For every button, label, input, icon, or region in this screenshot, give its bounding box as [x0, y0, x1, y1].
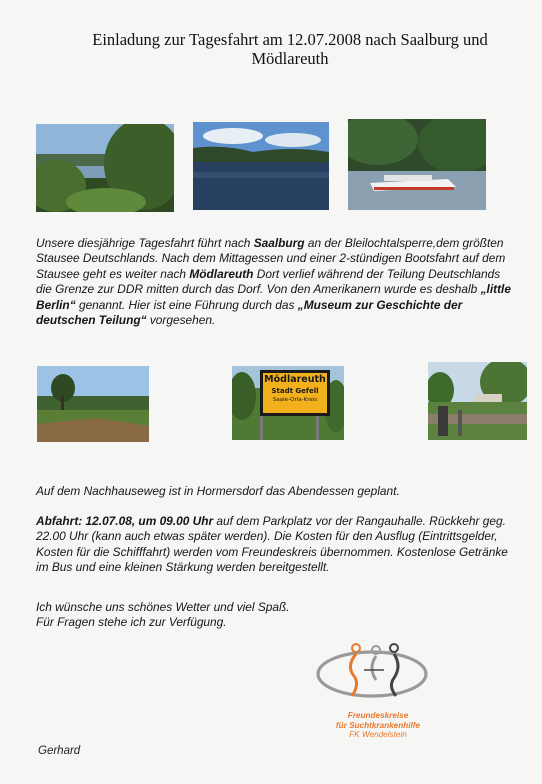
intro-paragraph — [36, 236, 516, 328]
sign-line-3: Saale-Orla-Kreis — [272, 397, 318, 403]
intro-text-3: Dort verlief während der Teilung Deutschlands die Grenze zur DDR mitten durch das Dorf. Von den Amerikanern wurde es deshalb — [36, 266, 501, 297]
signature: Gerhard — [38, 745, 81, 757]
departure-paragraph — [36, 514, 516, 576]
sign-line-1: Mödlareuth — [264, 374, 326, 385]
closing-line-2: Für Fragen stehe ich zur Verfügung. — [36, 615, 227, 630]
title-line-2: Mödlareuth — [251, 49, 329, 68]
photo-border-field — [37, 366, 149, 442]
sign-line-2: Stadt Gefell — [271, 387, 319, 395]
intro-text-4: genannt. Hier ist eine Führung durch das — [75, 297, 298, 312]
photo-boat — [348, 119, 486, 210]
logo-line-3: FK Wendelstein — [349, 730, 407, 740]
photo-lake-trees — [36, 124, 174, 212]
place-moedlareuth: Mödlareuth — [189, 266, 254, 281]
little-berlin-label: „little Berlin“ — [36, 282, 511, 312]
departure-details: auf dem Parkplatz vor der Rangauhalle. Rückkehr geg. 22.00 Uhr (kann auch etwas später werden). Die Kosten für den Ausflug (Eintrittsgelder, Kosten für die Schifffahrt) werden vom Freundeskreis übernommen. Kostenlose Getränke im Bus und eine kleinen Stärkung werden bereitgestellt. — [36, 514, 508, 575]
museum-name: „Museum zur Geschichte der deutschen Teilung“ — [36, 297, 463, 328]
departure-time: Abfahrt: 12.07.08, um 09.00 Uhr — [36, 514, 214, 528]
closing-lines — [36, 600, 516, 631]
logo-line-1: Freundeskreise — [347, 711, 409, 720]
intro-text-1: Unsere diesjährige Tagesfahrt führt nach — [36, 236, 254, 250]
document-title — [60, 30, 520, 68]
town-sign-text — [263, 373, 327, 413]
place-saalburg: Saalburg — [253, 236, 305, 250]
intro-text-5: vorgesehen. — [146, 313, 216, 328]
intro-text-2: an der Bleilochtalsperre,dem größten Stausee Deutschlands. Nach dem Mittagessen und einer 2-stündigen Bootsfahrt auf dem Stausee geht es weiter nach — [36, 236, 506, 281]
title-line-1: Einladung zur Tagesfahrt am 12.07.2008 nach Saalburg und — [92, 30, 488, 49]
closing-line-1: Ich wünsche uns schönes Wetter und viel Spaß. — [36, 600, 290, 614]
photo-lake-clouds — [193, 122, 329, 210]
logo-caption — [318, 711, 438, 740]
photo-town-sign — [232, 366, 344, 440]
photo-park — [428, 362, 527, 440]
dinner-line: Auf dem Nachhauseweg ist in Hormersdorf das Abendessen geplant. — [36, 484, 400, 498]
logo-line-2: für Suchtkrankenhilfe — [335, 720, 421, 730]
